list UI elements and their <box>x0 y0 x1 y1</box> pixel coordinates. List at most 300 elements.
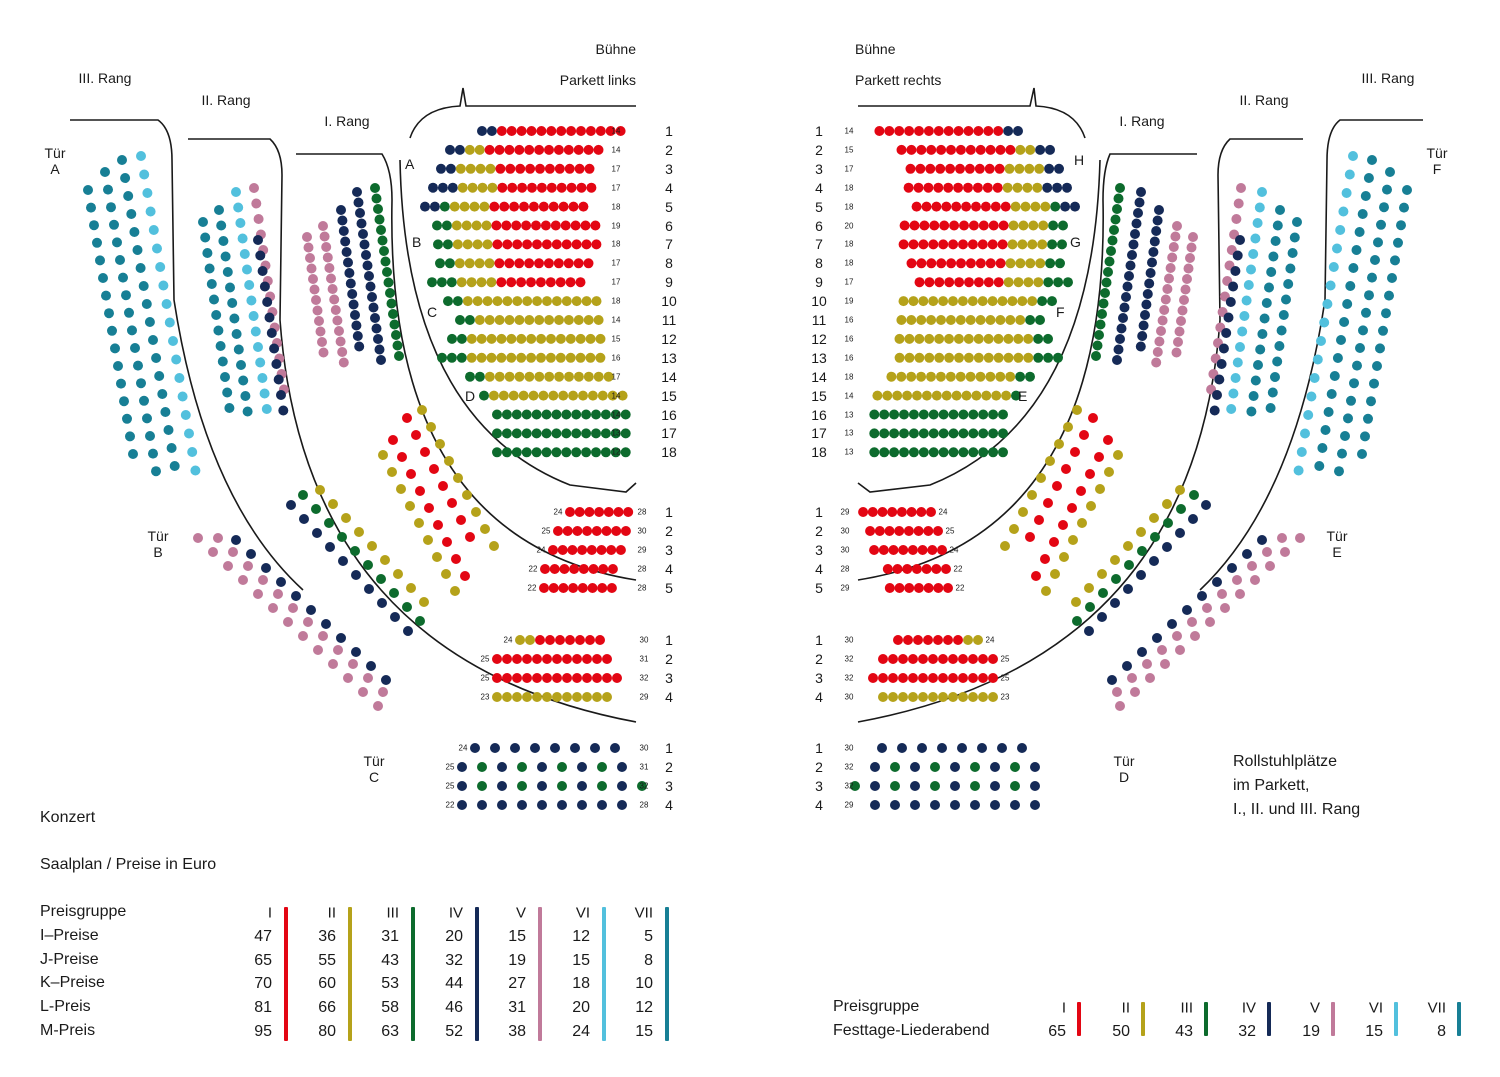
seat-wing[interactable] <box>387 467 397 477</box>
seat-parkett-left[interactable] <box>502 447 512 457</box>
seat-rang1[interactable] <box>1185 253 1195 263</box>
seat-parkett-right[interactable] <box>978 428 988 438</box>
seat-rang2[interactable] <box>243 407 253 417</box>
seat-rang2[interactable] <box>1260 314 1270 324</box>
seat-rang1[interactable] <box>1112 204 1122 214</box>
seat-rang3[interactable] <box>1345 281 1355 291</box>
seat-parkett-right[interactable] <box>964 334 974 344</box>
seat-parkett-left[interactable] <box>532 447 542 457</box>
seat-rang3[interactable] <box>187 447 197 457</box>
seat-rang3[interactable] <box>164 425 174 435</box>
seat-block[interactable] <box>557 762 567 772</box>
seat-ring2[interactable] <box>286 500 296 510</box>
seat-parkett-right[interactable] <box>916 258 926 268</box>
seat-parkett-right[interactable] <box>998 296 1008 306</box>
seat-rang1[interactable] <box>1127 250 1137 260</box>
seat-ring3[interactable] <box>1107 675 1117 685</box>
seat-wing[interactable] <box>444 456 454 466</box>
seat-block[interactable] <box>558 545 568 555</box>
seat-rang1[interactable] <box>1112 355 1122 365</box>
seat-parkett-left[interactable] <box>577 183 587 193</box>
seat-ring3[interactable] <box>1217 589 1227 599</box>
seat-wing[interactable] <box>447 498 457 508</box>
seat-parkett-left[interactable] <box>536 126 546 136</box>
seat-parkett-right[interactable] <box>916 145 926 155</box>
seat-ring3[interactable] <box>1277 533 1287 543</box>
seat-parkett-left[interactable] <box>582 296 592 306</box>
seat-parkett-right[interactable] <box>976 372 986 382</box>
seat-rang3[interactable] <box>103 185 113 195</box>
seat-rang1[interactable] <box>1182 274 1192 284</box>
seat-wing[interactable] <box>1088 413 1098 423</box>
seat-block[interactable] <box>928 673 938 683</box>
seat-parkett-right[interactable] <box>879 447 889 457</box>
seat-wing[interactable] <box>429 464 439 474</box>
seat-rang1[interactable] <box>391 330 401 340</box>
seat-block[interactable] <box>589 564 599 574</box>
seat-rang2[interactable] <box>1253 360 1263 370</box>
seat-block[interactable] <box>943 635 953 645</box>
seat-parkett-left[interactable] <box>542 447 552 457</box>
seat-rang1[interactable] <box>353 331 363 341</box>
seat-rang3[interactable] <box>145 431 155 441</box>
seat-parkett-right[interactable] <box>1043 353 1053 363</box>
seat-parkett-right[interactable] <box>1005 145 1015 155</box>
seat-block[interactable] <box>552 692 562 702</box>
seat-parkett-left[interactable] <box>507 126 517 136</box>
seat-parkett-right[interactable] <box>934 277 944 287</box>
seat-ring2[interactable] <box>1123 541 1133 551</box>
seat-rang1[interactable] <box>1148 247 1158 257</box>
seat-parkett-left[interactable] <box>436 164 446 174</box>
seat-block[interactable] <box>883 564 893 574</box>
seat-rang3[interactable] <box>1337 449 1347 459</box>
seat-parkett-right[interactable] <box>1003 334 1013 344</box>
seat-parkett-left[interactable] <box>536 334 546 344</box>
seat-block[interactable] <box>597 762 607 772</box>
seat-rang2[interactable] <box>1268 388 1278 398</box>
seat-rang1[interactable] <box>1108 236 1118 246</box>
seat-wing[interactable] <box>1040 554 1050 564</box>
seat-wing[interactable] <box>451 554 461 564</box>
seat-rang2[interactable] <box>1253 218 1263 228</box>
seat-block[interactable] <box>492 673 502 683</box>
seat-parkett-right[interactable] <box>948 239 958 249</box>
seat-parkett-right[interactable] <box>906 315 916 325</box>
seat-wing[interactable] <box>1031 571 1041 581</box>
seat-parkett-left[interactable] <box>566 277 576 287</box>
seat-rang1[interactable] <box>1103 267 1113 277</box>
seat-rang3[interactable] <box>118 273 128 283</box>
seat-rang2[interactable] <box>1273 221 1283 231</box>
seat-rang3[interactable] <box>1360 431 1370 441</box>
seat-rang1[interactable] <box>367 292 377 302</box>
seat-rang3[interactable] <box>1332 244 1342 254</box>
seat-block[interactable] <box>562 692 572 702</box>
seat-rang3[interactable] <box>119 396 129 406</box>
seat-block[interactable] <box>563 526 573 536</box>
seat-rang1[interactable] <box>1159 305 1169 315</box>
seat-parkett-right[interactable] <box>973 126 983 136</box>
seat-rang3[interactable] <box>116 379 126 389</box>
seat-parkett-left[interactable] <box>594 145 604 155</box>
seat-parkett-left[interactable] <box>535 164 545 174</box>
seat-parkett-left[interactable] <box>455 258 465 268</box>
seat-ring2[interactable] <box>1084 583 1094 593</box>
seat-parkett-right[interactable] <box>1043 277 1053 287</box>
seat-parkett-left[interactable] <box>601 447 611 457</box>
seat-parkett-left[interactable] <box>453 239 463 249</box>
seat-rang1[interactable] <box>1135 198 1145 208</box>
seat-rang1[interactable] <box>370 313 380 323</box>
seat-block[interactable] <box>912 564 922 574</box>
seat-wing[interactable] <box>1085 469 1095 479</box>
seat-parkett-left[interactable] <box>565 164 575 174</box>
seat-parkett-right[interactable] <box>946 145 956 155</box>
seat-parkett-left[interactable] <box>505 372 515 382</box>
seat-parkett-left[interactable] <box>596 126 606 136</box>
seat-ring2[interactable] <box>376 574 386 584</box>
seat-parkett-right[interactable] <box>874 126 884 136</box>
seat-ring2[interactable] <box>393 569 403 579</box>
seat-rang2[interactable] <box>231 187 241 197</box>
door-d[interactable]: Tür D <box>1113 753 1135 785</box>
seat-block[interactable] <box>933 635 943 645</box>
seat-parkett-right[interactable] <box>988 428 998 438</box>
seat-block[interactable] <box>570 743 580 753</box>
seat-parkett-right[interactable] <box>1060 202 1070 212</box>
seat-rang2[interactable] <box>220 372 230 382</box>
seat-parkett-right[interactable] <box>1037 239 1047 249</box>
seat-parkett-left[interactable] <box>435 258 445 268</box>
seat-wing[interactable] <box>456 515 466 525</box>
seat-block[interactable] <box>607 583 617 593</box>
seat-block[interactable] <box>595 635 605 645</box>
seat-parkett-left[interactable] <box>457 277 467 287</box>
seat-rang1[interactable] <box>394 351 404 361</box>
seat-parkett-right[interactable] <box>1045 145 1055 155</box>
seat-parkett-left[interactable] <box>476 164 486 174</box>
seat-rang1[interactable] <box>337 347 347 357</box>
seat-rang3[interactable] <box>139 170 149 180</box>
seat-rang2[interactable] <box>240 249 250 259</box>
seat-block[interactable] <box>868 673 878 683</box>
seat-parkett-left[interactable] <box>584 145 594 155</box>
seat-rang1[interactable] <box>363 261 373 271</box>
seat-rang1[interactable] <box>1172 221 1182 231</box>
seat-rang1[interactable] <box>1136 187 1146 197</box>
seat-parkett-right[interactable] <box>1001 202 1011 212</box>
seat-block[interactable] <box>887 507 897 517</box>
seat-block[interactable] <box>592 526 602 536</box>
seat-block[interactable] <box>908 545 918 555</box>
seat-rang3[interactable] <box>1384 291 1394 301</box>
seat-rang2[interactable] <box>278 406 288 416</box>
seat-parkett-left[interactable] <box>584 372 594 382</box>
seat-rang3[interactable] <box>101 291 111 301</box>
seat-rang1[interactable] <box>376 355 386 365</box>
seat-parkett-right[interactable] <box>1044 164 1054 174</box>
seat-rang3[interactable] <box>1349 378 1359 388</box>
seat-parkett-left[interactable] <box>437 353 447 363</box>
seat-rang1[interactable] <box>361 250 371 260</box>
seat-parkett-left[interactable] <box>512 296 522 306</box>
seat-ring3[interactable] <box>378 687 388 697</box>
seat-parkett-left[interactable] <box>586 126 596 136</box>
seat-parkett-right[interactable] <box>955 164 965 174</box>
seat-parkett-right[interactable] <box>882 391 892 401</box>
seat-block[interactable] <box>549 583 559 593</box>
seat-block[interactable] <box>990 762 1000 772</box>
seat-parkett-right[interactable] <box>1013 334 1023 344</box>
seat-wing[interactable] <box>402 413 412 423</box>
seat-block[interactable] <box>895 583 905 593</box>
seat-parkett-left[interactable] <box>566 126 576 136</box>
seat-parkett-left[interactable] <box>569 202 579 212</box>
seat-parkett-left[interactable] <box>544 258 554 268</box>
seat-block[interactable] <box>577 781 587 791</box>
seat-rang3[interactable] <box>1369 379 1379 389</box>
seat-rang2[interactable] <box>267 328 277 338</box>
seat-parkett-right[interactable] <box>986 258 996 268</box>
seat-parkett-left[interactable] <box>561 410 571 420</box>
seat-rang3[interactable] <box>1317 443 1327 453</box>
seat-parkett-left[interactable] <box>466 164 476 174</box>
seat-ring2[interactable] <box>1071 597 1081 607</box>
seat-ring3[interactable] <box>276 577 286 587</box>
seat-rang1[interactable] <box>1093 341 1103 351</box>
seat-parkett-right[interactable] <box>1035 315 1045 325</box>
seat-block[interactable] <box>948 673 958 683</box>
seat-parkett-right[interactable] <box>897 145 907 155</box>
seat-block[interactable] <box>928 692 938 702</box>
seat-ring2[interactable] <box>337 532 347 542</box>
seat-rang3[interactable] <box>124 308 134 318</box>
seat-block[interactable] <box>1030 800 1040 810</box>
seat-parkett-left[interactable] <box>526 277 536 287</box>
seat-wing[interactable] <box>414 518 424 528</box>
seat-parkett-left[interactable] <box>437 277 447 287</box>
seat-rang1[interactable] <box>319 348 329 358</box>
seat-wing[interactable] <box>1000 541 1010 551</box>
seat-rang3[interactable] <box>1378 326 1388 336</box>
seat-parkett-right[interactable] <box>968 428 978 438</box>
seat-parkett-right[interactable] <box>904 126 914 136</box>
seat-rang2[interactable] <box>249 183 259 193</box>
seat-rang3[interactable] <box>1348 263 1358 273</box>
seat-parkett-right[interactable] <box>879 428 889 438</box>
seat-block[interactable] <box>893 635 903 645</box>
seat-parkett-right[interactable] <box>884 126 894 136</box>
seat-parkett-right[interactable] <box>956 145 966 155</box>
seat-parkett-right[interactable] <box>1050 202 1060 212</box>
seat-rang2[interactable] <box>1234 199 1244 209</box>
seat-block[interactable] <box>926 507 936 517</box>
seat-rang2[interactable] <box>242 265 252 275</box>
seat-parkett-right[interactable] <box>958 296 968 306</box>
seat-rang3[interactable] <box>1342 188 1352 198</box>
seat-rang1[interactable] <box>381 257 391 267</box>
seat-rang2[interactable] <box>205 264 215 274</box>
seat-parkett-right[interactable] <box>1034 164 1044 174</box>
seat-rang3[interactable] <box>1358 209 1368 219</box>
seat-parkett-left[interactable] <box>586 334 596 344</box>
seat-parkett-left[interactable] <box>591 428 601 438</box>
seat-rang2[interactable] <box>225 283 235 293</box>
seat-rang1[interactable] <box>307 264 317 274</box>
seat-parkett-right[interactable] <box>978 239 988 249</box>
seat-parkett-right[interactable] <box>944 126 954 136</box>
seat-parkett-right[interactable] <box>1027 296 1037 306</box>
door-c[interactable]: Tür C <box>363 753 385 785</box>
seat-block[interactable] <box>910 762 920 772</box>
seat-block[interactable] <box>490 743 500 753</box>
seat-rang1[interactable] <box>1175 327 1185 337</box>
seat-parkett-left[interactable] <box>526 353 536 363</box>
seat-parkett-left[interactable] <box>581 221 591 231</box>
seat-rang1[interactable] <box>1120 303 1130 313</box>
seat-parkett-right[interactable] <box>1023 277 1033 287</box>
seat-block[interactable] <box>889 545 899 555</box>
seat-parkett-left[interactable] <box>522 410 532 420</box>
seat-rang3[interactable] <box>127 325 137 335</box>
seat-parkett-right[interactable] <box>974 334 984 344</box>
seat-wing[interactable] <box>460 571 470 581</box>
seat-block[interactable] <box>968 654 978 664</box>
seat-rang2[interactable] <box>224 403 234 413</box>
seat-block[interactable] <box>614 507 624 517</box>
seat-rang3[interactable] <box>171 355 181 365</box>
seat-block[interactable] <box>904 526 914 536</box>
seat-rang3[interactable] <box>1321 425 1331 435</box>
seat-rang1[interactable] <box>384 278 394 288</box>
seat-wing[interactable] <box>438 481 448 491</box>
seat-parkett-left[interactable] <box>572 239 582 249</box>
seat-rang3[interactable] <box>1372 361 1382 371</box>
seat-parkett-right[interactable] <box>995 315 1005 325</box>
seat-block[interactable] <box>598 564 608 574</box>
seat-parkett-left[interactable] <box>596 334 606 344</box>
seat-parkett-right[interactable] <box>1058 221 1068 231</box>
seat-block[interactable] <box>552 654 562 664</box>
seat-block[interactable] <box>565 635 575 645</box>
seat-parkett-right[interactable] <box>899 428 909 438</box>
seat-parkett-left[interactable] <box>485 258 495 268</box>
seat-parkett-left[interactable] <box>465 258 475 268</box>
seat-parkett-left[interactable] <box>557 183 567 193</box>
seat-block[interactable] <box>950 800 960 810</box>
seat-parkett-left[interactable] <box>455 315 465 325</box>
seat-ring3[interactable] <box>373 701 383 711</box>
seat-ring3[interactable] <box>1190 631 1200 641</box>
seat-block[interactable] <box>923 635 933 645</box>
seat-parkett-left[interactable] <box>601 428 611 438</box>
seat-block[interactable] <box>898 692 908 702</box>
seat-parkett-right[interactable] <box>1025 315 1035 325</box>
seat-rang2[interactable] <box>1236 183 1246 193</box>
seat-block[interactable] <box>512 692 522 702</box>
seat-block[interactable] <box>1030 781 1040 791</box>
seat-block[interactable] <box>885 583 895 593</box>
seat-rang3[interactable] <box>123 191 133 201</box>
seat-parkett-left[interactable] <box>495 372 505 382</box>
seat-parkett-right[interactable] <box>1070 202 1080 212</box>
seat-wing[interactable] <box>462 490 472 500</box>
seat-rang3[interactable] <box>157 389 167 399</box>
seat-ring3[interactable] <box>223 561 233 571</box>
seat-parkett-left[interactable] <box>592 296 602 306</box>
seat-block[interactable] <box>898 654 908 664</box>
seat-block[interactable] <box>970 762 980 772</box>
seat-rang1[interactable] <box>1121 292 1131 302</box>
seat-parkett-left[interactable] <box>487 334 497 344</box>
seat-rang1[interactable] <box>344 268 354 278</box>
seat-parkett-left[interactable] <box>532 239 542 249</box>
seat-block[interactable] <box>878 673 888 683</box>
seat-block[interactable] <box>978 692 988 702</box>
seat-parkett-left[interactable] <box>576 353 586 363</box>
seat-parkett-right[interactable] <box>909 447 919 457</box>
seat-parkett-right[interactable] <box>1048 221 1058 231</box>
seat-block[interactable] <box>924 583 934 593</box>
seat-parkett-right[interactable] <box>918 239 928 249</box>
seat-parkett-left[interactable] <box>452 221 462 231</box>
seat-parkett-left[interactable] <box>562 296 572 306</box>
seat-parkett-right[interactable] <box>919 447 929 457</box>
seat-parkett-right[interactable] <box>923 183 933 193</box>
seat-parkett-left[interactable] <box>542 410 552 420</box>
seat-wing[interactable] <box>1025 532 1035 542</box>
seat-block[interactable] <box>865 526 875 536</box>
seat-ring3[interactable] <box>1187 617 1197 627</box>
seat-parkett-right[interactable] <box>935 164 945 174</box>
seat-parkett-right[interactable] <box>936 145 946 155</box>
seat-parkett-right[interactable] <box>946 258 956 268</box>
seat-ring3[interactable] <box>253 589 263 599</box>
seat-block[interactable] <box>898 545 908 555</box>
seat-rang1[interactable] <box>305 253 315 263</box>
seat-ring2[interactable] <box>1176 504 1186 514</box>
seat-parkett-right[interactable] <box>892 391 902 401</box>
seat-block[interactable] <box>558 583 568 593</box>
seat-parkett-left[interactable] <box>492 410 502 420</box>
seat-parkett-left[interactable] <box>473 239 483 249</box>
seat-rang3[interactable] <box>1385 167 1395 177</box>
seat-ring2[interactable] <box>351 570 361 580</box>
seat-wing[interactable] <box>1052 481 1062 491</box>
seat-block[interactable] <box>990 800 1000 810</box>
seat-parkett-left[interactable] <box>544 145 554 155</box>
seat-parkett-right[interactable] <box>916 315 926 325</box>
seat-parkett-left[interactable] <box>532 296 542 306</box>
seat-parkett-left[interactable] <box>576 126 586 136</box>
seat-block[interactable] <box>517 800 527 810</box>
seat-wing[interactable] <box>480 524 490 534</box>
seat-parkett-left[interactable] <box>531 221 541 231</box>
seat-parkett-right[interactable] <box>1006 258 1016 268</box>
seat-rang2[interactable] <box>1249 391 1259 401</box>
seat-block[interactable] <box>918 654 928 664</box>
seat-rang2[interactable] <box>214 205 224 215</box>
seat-rang3[interactable] <box>1300 429 1310 439</box>
seat-parkett-right[interactable] <box>936 258 946 268</box>
seat-parkett-left[interactable] <box>522 447 532 457</box>
seat-rang3[interactable] <box>115 255 125 265</box>
seat-wing[interactable] <box>1104 467 1114 477</box>
seat-parkett-left[interactable] <box>491 221 501 231</box>
seat-parkett-right[interactable] <box>931 202 941 212</box>
seat-parkett-left[interactable] <box>548 391 558 401</box>
